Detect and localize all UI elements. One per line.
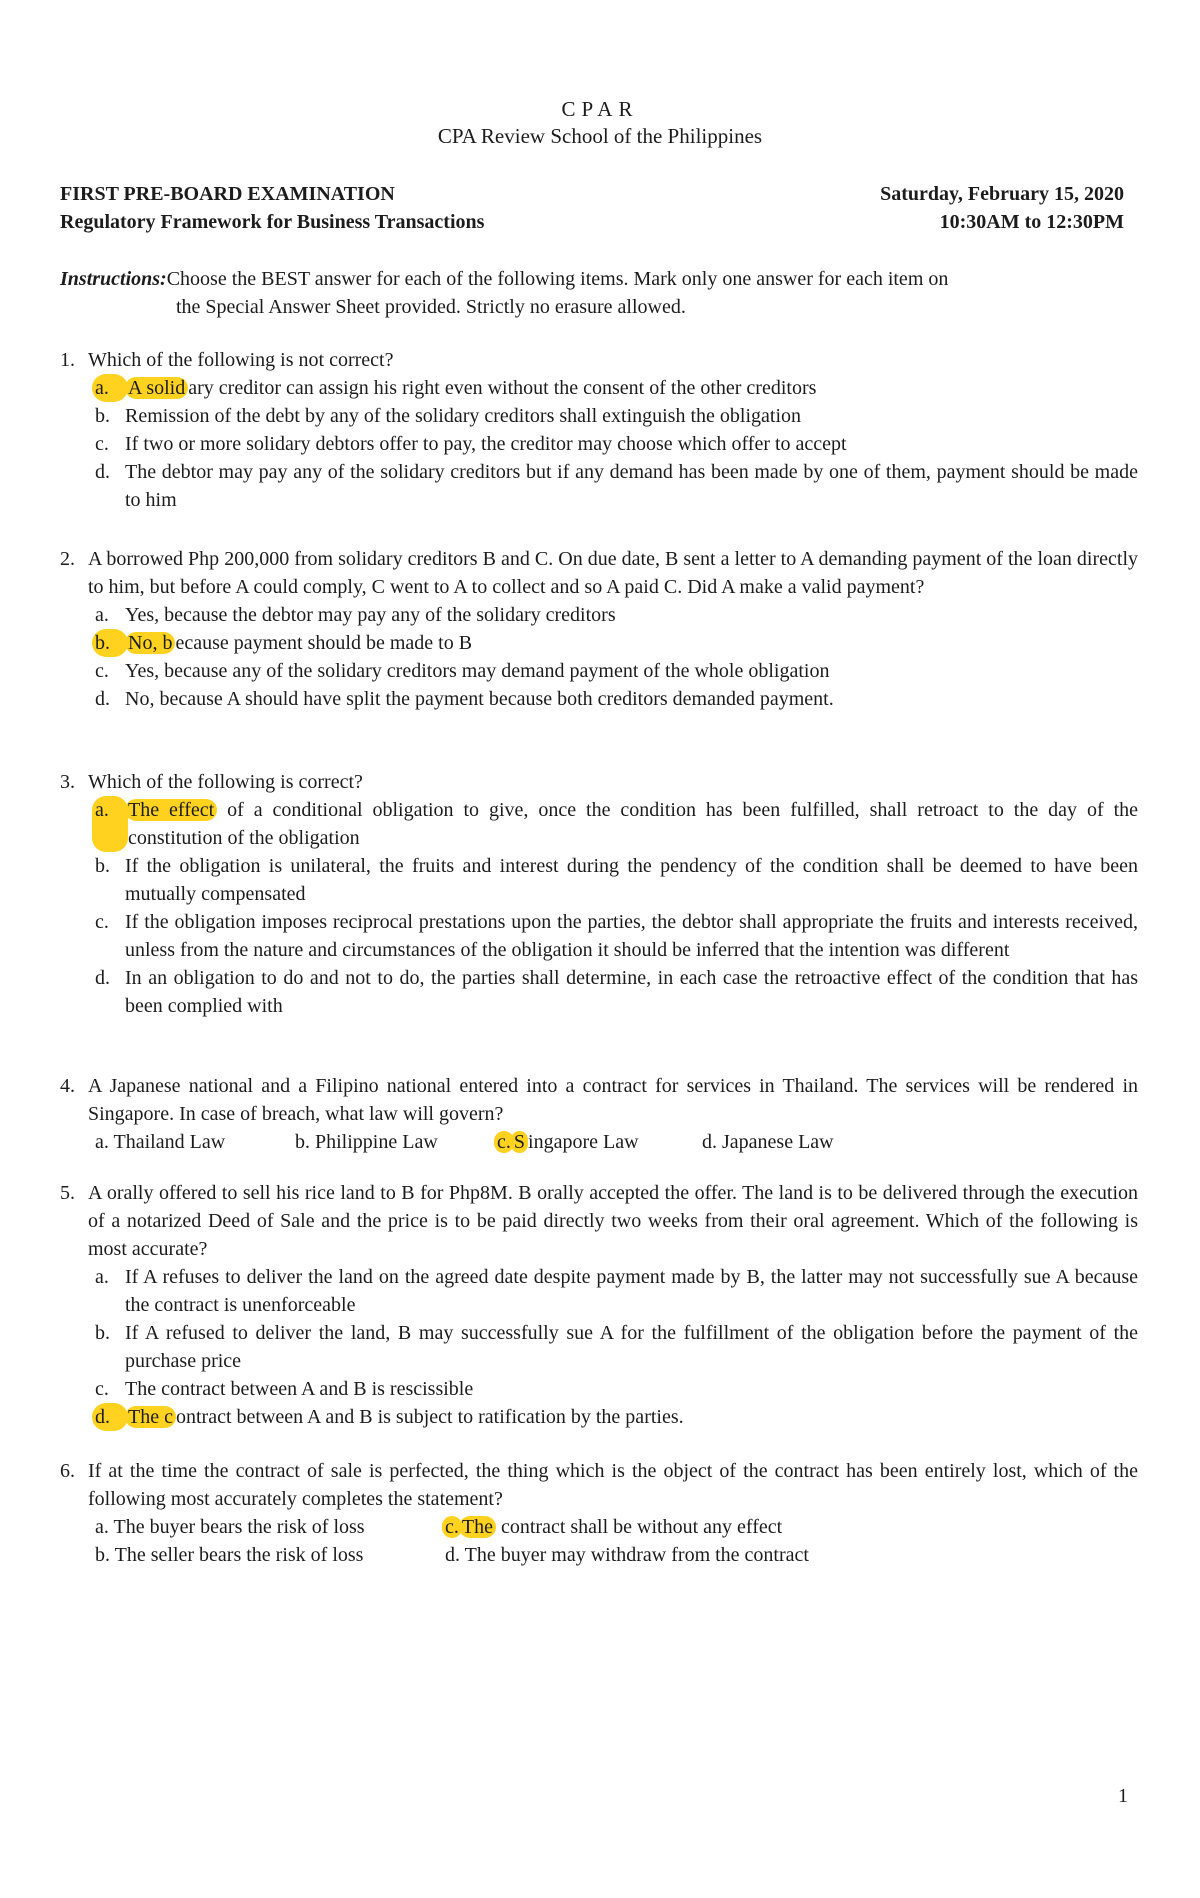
question-5 (60, 1179, 1138, 1431)
question-1 (60, 346, 1138, 514)
question-number: 2. (60, 548, 75, 570)
option-letter: d. (92, 1403, 128, 1431)
option-text: ontract between A and B is subject to ratification by the parties. (175, 1406, 684, 1428)
option-text: contract shall be without any effect (495, 1516, 783, 1538)
option-letter: a. (92, 796, 128, 852)
question-text: A orally offered to sell his rice land to B for Php8M. B orally accepted the offer. The land is to be delivered through the execution of a notarized Deed of Sale and the price is to be paid directly two weeks from their oral agreement. Which of the following is most accurate? (88, 1182, 1138, 1260)
option-text: If A refuses to deliver the land on the agreed date despite payment made by B, the latter may not successfully sue A because the contract is unenforceable (125, 1266, 1138, 1316)
option-text: If the obligation is unilateral, the fruits and interest during the pendency of the condition shall be deemed to have been mutually compensated (125, 855, 1138, 905)
question-text: If at the time the contract of sale is perfected, the thing which is the object of the contract has been entirely lost, which of the following most accurately completes the statement? (88, 1460, 1138, 1510)
option-text: The debtor may pay any of the solidary creditors but if any demand has been made by one of them, payment should be made to him (125, 461, 1138, 511)
highlighted-answer: S (511, 1131, 528, 1153)
option-a (95, 601, 1138, 629)
option-a (95, 1263, 1138, 1319)
option-a (95, 796, 1138, 852)
option-letter: b. (95, 855, 110, 877)
option-text: Philippine Law (315, 1131, 438, 1153)
option-letter: c. (95, 660, 109, 682)
question-number: 5. (60, 1182, 75, 1204)
question-number: 4. (60, 1075, 75, 1097)
question-number: 3. (60, 771, 75, 793)
option-letter: c. (95, 1378, 109, 1400)
option-a (95, 1128, 295, 1156)
exam-time: 10:30AM to 12:30PM (939, 211, 1124, 233)
option-text: The buyer may withdraw from the contract (464, 1544, 809, 1566)
option-text: If two or more solidary debtors offer to pay, the creditor may choose which offer to accept (125, 433, 847, 455)
option-c (445, 1513, 782, 1541)
option-text: If the obligation imposes reciprocal prestations upon the parties, the debtor shall appropriate the fruits and interests received, unless from the nature and circumstances of the obligation it should be inferred that the intention was different (125, 911, 1138, 961)
option-text: Remission of the debt by any of the solidary creditors shall extinguish the obligation (125, 405, 801, 427)
highlighted-answer: The c (125, 1406, 176, 1428)
option-c (95, 657, 1138, 685)
option-d (95, 964, 1138, 1020)
exam-schedule (880, 180, 1124, 236)
option-c (497, 1128, 702, 1156)
option-letter: d. (702, 1131, 717, 1153)
option-letter: a. (95, 604, 109, 626)
question-text: A borrowed Php 200,000 from solidary creditors B and C. On due date, B sent a letter to A demanding payment of the loan directly to him, but before A could comply, C went to A to collect and so A paid C. Did A make a valid payment? (88, 548, 1138, 598)
question-3 (60, 768, 1138, 1020)
highlighted-answer: The effect (125, 799, 217, 821)
question-number: 1. (60, 349, 75, 371)
instructions-line-2: the Special Answer Sheet provided. Strictly no erasure allowed. (176, 296, 686, 318)
option-a (95, 374, 1138, 402)
option-d (445, 1541, 809, 1569)
question-number: 6. (60, 1460, 75, 1482)
option-letter: d. (445, 1544, 460, 1566)
option-letter: d. (95, 967, 110, 989)
option-text: The contract between A and B is rescissible (125, 1378, 474, 1400)
option-letter: b. (295, 1131, 310, 1153)
option-letter: c. (494, 1131, 514, 1153)
option-text: The buyer bears the risk of loss (113, 1516, 365, 1538)
options-row (95, 1541, 1138, 1569)
question-text: Which of the following is not correct? (88, 349, 394, 371)
question-4 (60, 1072, 1138, 1156)
option-text: In an obligation to do and not to do, the parties shall determine, in each case the retroactive effect of the condition that has been complied with (125, 967, 1138, 1017)
instructions-label: Instructions: (60, 268, 167, 290)
option-letter: a. (95, 1516, 109, 1538)
option-b (295, 1128, 497, 1156)
org-name: CPAR (561, 97, 639, 121)
highlighted-answer: A solid (125, 377, 188, 399)
option-a (95, 1513, 445, 1541)
option-text: No, because A should have split the payment because both creditors demanded payment. (125, 688, 834, 710)
option-c (95, 430, 1138, 458)
options-row (95, 1513, 1138, 1541)
page-number: 1 (1118, 1785, 1128, 1807)
option-letter: c. (442, 1516, 462, 1538)
school-name: CPA Review School of the Philippines (437, 124, 763, 148)
option-letter: b. (95, 1322, 110, 1344)
option-c (95, 908, 1138, 964)
option-text: of a conditional obligation to give, once the condition has been fulfilled, shall retroact to the day of the constitution of the obligation (128, 799, 1138, 849)
option-letter: b. (95, 405, 110, 427)
option-d (702, 1128, 834, 1156)
question-text: Which of the following is correct? (88, 771, 363, 793)
exam-title: FIRST PRE-BOARD EXAMINATION (60, 183, 395, 205)
option-text: ecause payment should be made to B (175, 632, 473, 654)
option-text: ingapore Law (528, 1131, 639, 1153)
option-d (95, 685, 1138, 713)
exam-info (60, 180, 484, 236)
option-text: If A refused to deliver the land, B may successfully sue A for the fulfillment of the obligation before the payment of the purchase price (125, 1322, 1138, 1372)
option-d (95, 1403, 1138, 1431)
instructions-line-1: Choose the BEST answer for each of the following items. Mark only one answer for each item on (166, 268, 949, 290)
options-row (95, 1128, 1138, 1156)
option-letter: d. (95, 688, 110, 710)
question-2 (60, 545, 1138, 713)
option-text: Thailand Law (113, 1131, 226, 1153)
option-text: Yes, because the debtor may pay any of the solidary creditors (125, 604, 616, 626)
option-c (95, 1375, 1138, 1403)
highlighted-answer: The (459, 1516, 496, 1538)
option-d (95, 458, 1138, 514)
option-letter: a. (95, 1131, 109, 1153)
option-letter: d. (95, 461, 110, 483)
option-letter: a. (92, 374, 128, 402)
exam-subject: Regulatory Framework for Business Transactions (60, 211, 485, 233)
question-text: A Japanese national and a Filipino national entered into a contract for services in Thailand. The services will be rendered in Singapore. In case of breach, what law will govern? (88, 1075, 1138, 1125)
option-b (95, 402, 1138, 430)
instructions (60, 265, 1135, 321)
option-text: ary creditor can assign his right even without the consent of the other creditors (188, 377, 817, 399)
option-b (95, 1319, 1138, 1375)
question-6 (60, 1457, 1138, 1569)
option-letter: c. (95, 433, 109, 455)
exam-date: Saturday, February 15, 2020 (880, 183, 1124, 205)
option-letter: b. (92, 629, 128, 657)
highlighted-answer: No, b (125, 632, 175, 654)
option-letter: c. (95, 911, 109, 933)
option-text: Japanese Law (722, 1131, 834, 1153)
option-letter: a. (95, 1266, 109, 1288)
option-b (95, 629, 1138, 657)
option-b (95, 852, 1138, 908)
option-text: Yes, because any of the solidary creditors may demand payment of the whole obligation (125, 660, 830, 682)
option-text: The seller bears the risk of loss (114, 1544, 364, 1566)
option-letter: b. (95, 1544, 110, 1566)
option-b (95, 1541, 445, 1569)
